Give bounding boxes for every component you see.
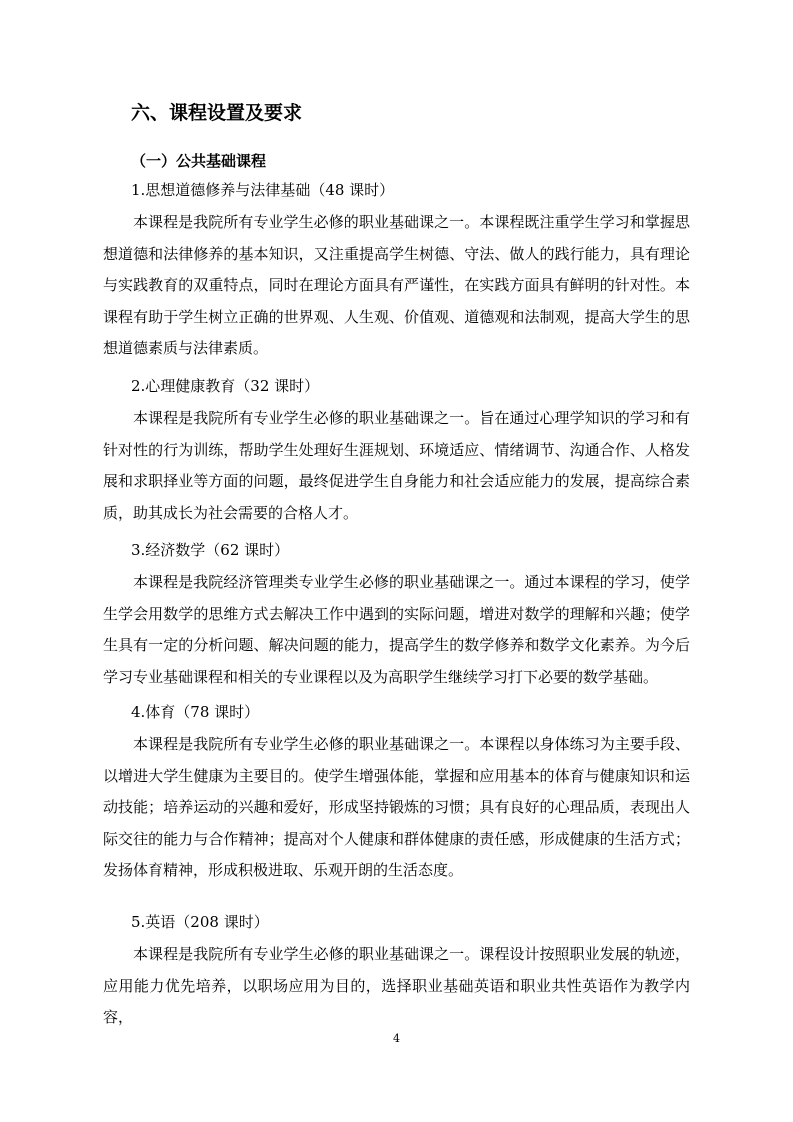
course-description-ethics-law: 本课程是我院所有专业学生必修的职业基础课之一。本课程既注重学生学习和掌握思想道德和法律修养的基本知识，又注重提高学生树德、守法、做人的践行能力，具有理论与实践教育的双重特点，同时在理论方面具有严谨性，在实践方面具有鲜明的针对性。本课程有助于学生树立正确的世界观、人生观、价值观、道德观和法制观，提高大学生的思想道德素质与法律素质。 bbox=[103, 213, 690, 357]
course-title-pe: 4.体育（78 课时） bbox=[131, 703, 260, 721]
course-description-mental-health: 本课程是我院所有专业学生必修的职业基础课之一。旨在通过心理学知识的学习和有针对性的行为训练，帮助学生处理好生涯规划、环境适应、情绪调节、沟通合作、人格发展和求职择业等方面的问题，最终促进学生自身能力和社会适应能力的发展，提高综合素质，助其成长为社会需要的合格人才。 bbox=[103, 409, 690, 522]
course-title-english: 5.英语（208 课时） bbox=[131, 913, 269, 931]
course-title-economic-math: 3.经济数学（62 课时） bbox=[131, 541, 290, 559]
course-description-english: 本课程是我院所有专业学生必修的职业基础课之一。课程设计按照职业发展的轨迹，应用能力优先培养，以职场应用为目的，选择职业基础英语和职业共性英语作为教学内容， bbox=[103, 945, 690, 1026]
page-number: 4 bbox=[393, 1032, 400, 1045]
course-title-ethics-law: 1.思想道德修养与法律基础（48 课时） bbox=[131, 181, 395, 199]
section-heading: 六、课程设置及要求 bbox=[131, 102, 303, 124]
course-description-pe: 本课程是我院所有专业学生必修的职业基础课之一。本课程以身体练习为主要手段、以增进大学生健康为主要目的。使学生增强体能，掌握和应用基本的体育与健康知识和运动技能；培养运动的兴趣和爱好，形成坚持锻炼的习惯；具有良好的心理品质，表现出人际交往的能力与合作精神；提高对个人健康和群体健康的责任感，形成健康的生活方式；发扬体育精神，形成积极进取、乐观开朗的生活态度。 bbox=[103, 735, 690, 879]
course-description-economic-math: 本课程是我院经济管理类专业学生必修的职业基础课之一。通过本课程的学习，使学生学会用数学的思维方式去解决工作中遇到的实际问题，增进对数学的理解和兴趣；使学生具有一定的分析问题、解决问题的能力，提高学生的数学修养和数学文化素养。为今后学习专业基础课程和相关的专业课程以及为高职学生继续学习打下必要的数学基础。 bbox=[103, 573, 690, 686]
course-title-mental-health: 2.心理健康教育（32 课时） bbox=[131, 377, 320, 395]
subsection-heading: （一）公共基础课程 bbox=[131, 152, 267, 170]
